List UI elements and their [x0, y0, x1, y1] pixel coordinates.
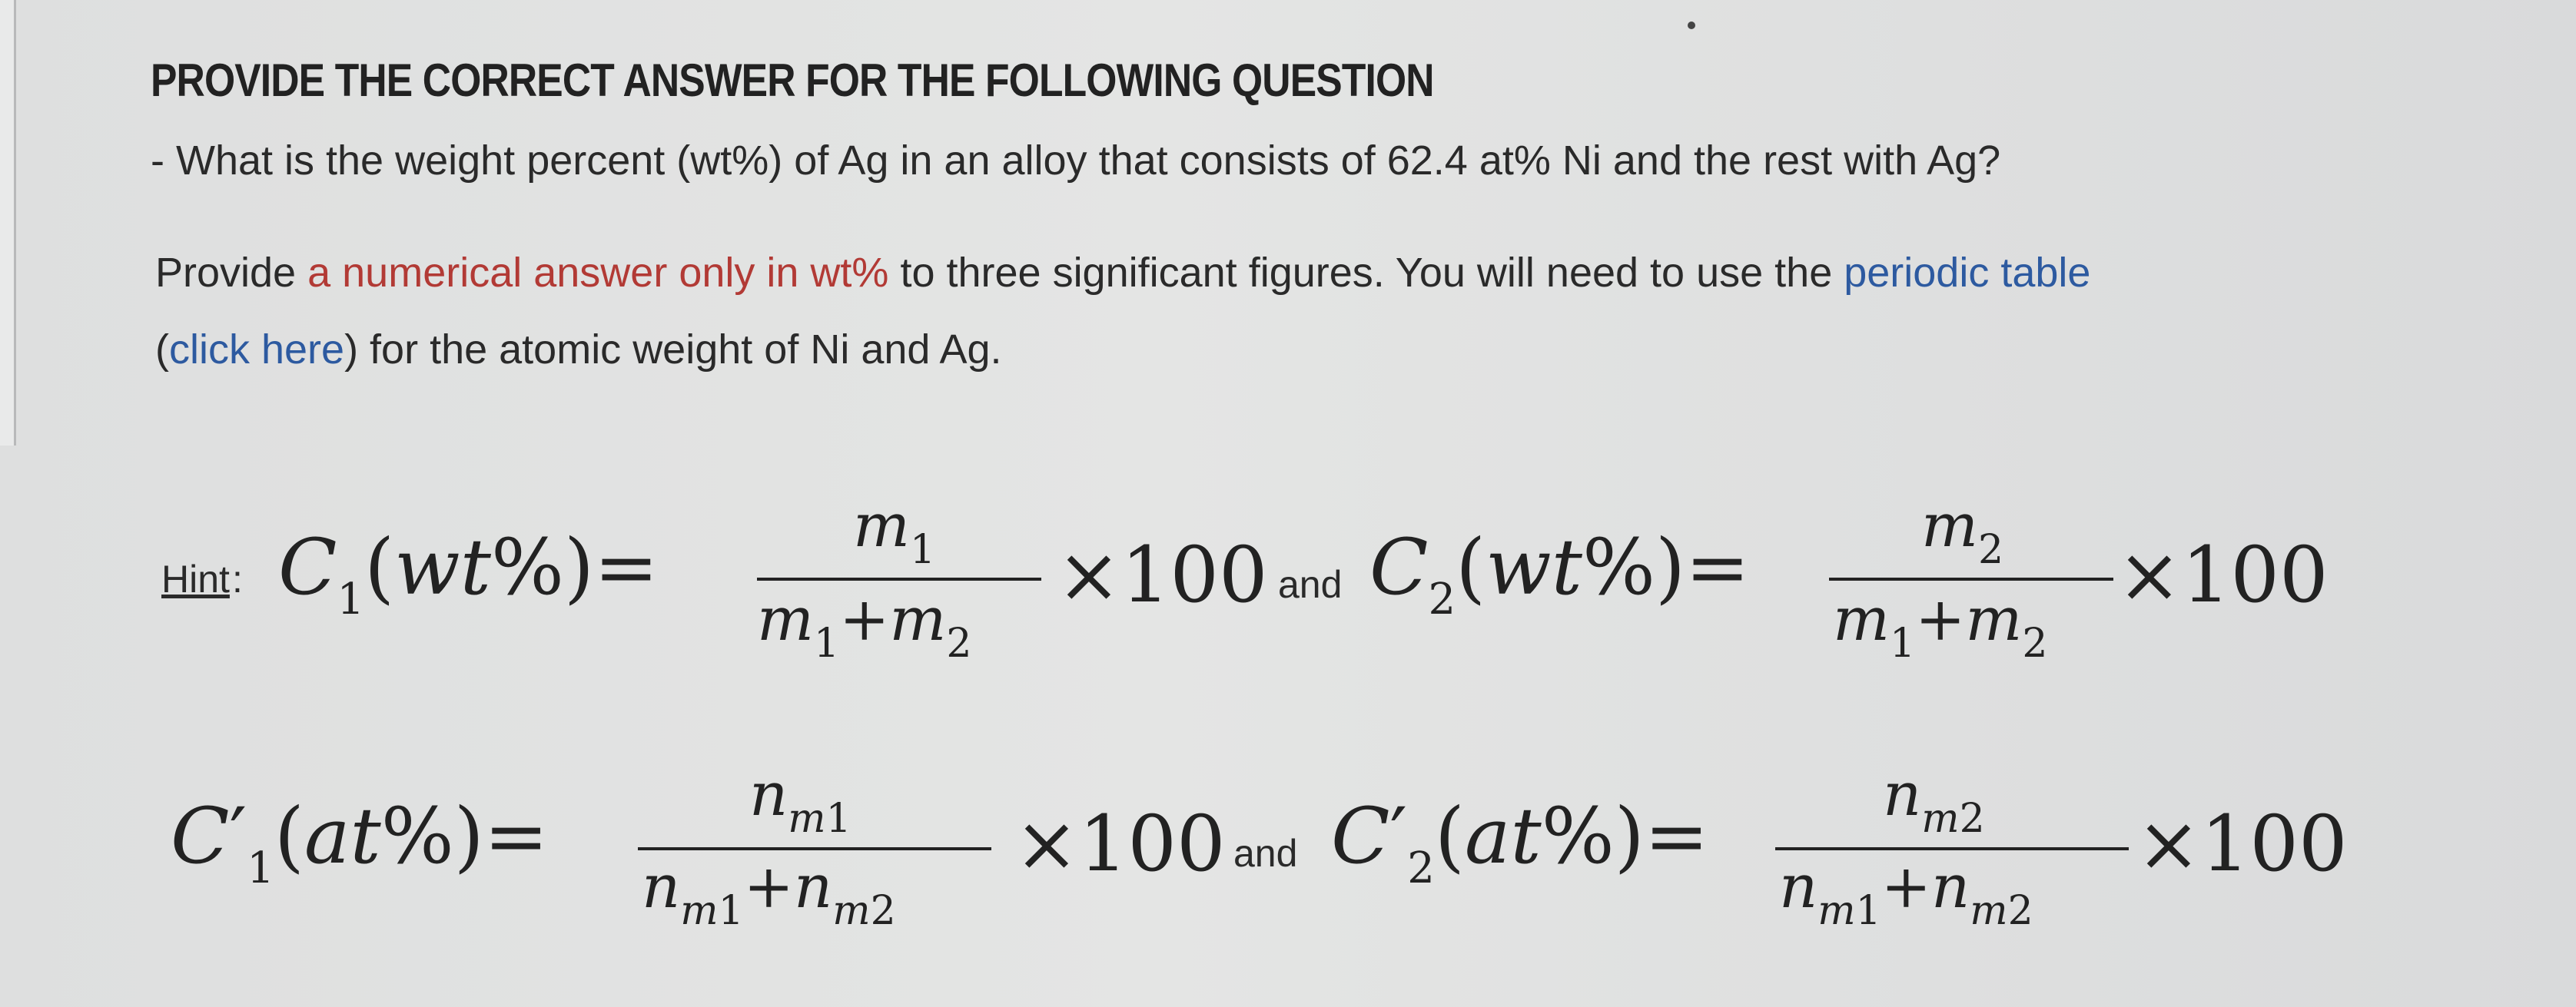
formula-c2-wt-lhs: $C_2(wt\%)=$ [1369, 522, 1750, 624]
formula-c2-at-lhs: $C'_2(at\%)=$ [1331, 791, 1709, 893]
formula-c2-wt-numerator: $m_2$ [1921, 492, 2004, 573]
times-100: ×100 [2136, 799, 2348, 889]
formula-c2-at-numerator: $n_{m2}$ [1883, 760, 1985, 842]
formula-c1-at-lhs: $C'_1(at\%)=$ [171, 791, 549, 893]
instructions-part2: to three significant figures. You will need to use the [888, 250, 1844, 296]
question-heading: PROVIDE THE CORRECT ANSWER FOR THE FOLLOWING QUESTION [151, 55, 1434, 106]
instructions [155, 234, 2476, 388]
fraction-bar [757, 578, 1041, 581]
fraction-bar [1775, 847, 2129, 850]
periodic-table-link[interactable]: periodic table [1844, 250, 2091, 296]
instructions-part4: ) for the atomic weight of Ni and Ag. [344, 326, 1002, 373]
answer-format-highlight: a numerical answer only in wt% [307, 250, 889, 296]
formula-c1-at-denominator: $n_{m1}+n_{m2}$ [642, 853, 896, 934]
times-100: ×100 [1014, 799, 1226, 889]
hint-colon: : [232, 558, 243, 601]
page-edge [0, 0, 16, 446]
instructions-part1: Provide [155, 250, 308, 296]
speck [1688, 22, 1695, 29]
formula-c2-at-denominator: $n_{m1}+n_{m2}$ [1779, 853, 2033, 934]
formula-c1-wt-lhs: $C_1(wt\%)=$ [278, 522, 659, 624]
formula-c1-wt-numerator: $m_1$ [853, 492, 936, 573]
click-here-link[interactable]: click here [168, 326, 345, 373]
formula-c1-at-numerator: $n_{m1}$ [749, 760, 851, 842]
question-text: - What is the weight percent (wt%) of Ag in an alloy that consists of 62.4 at% Ni and the rest with Ag? [151, 137, 2001, 184]
and-text: and [1233, 832, 1298, 875]
times-100: ×100 [2117, 530, 2329, 620]
fraction-bar [1829, 578, 2113, 581]
instructions-part3: ( [155, 326, 169, 373]
hint-label: Hint [161, 558, 230, 601]
times-100: ×100 [1057, 530, 1268, 620]
fraction-bar [638, 847, 991, 850]
formula-c2-wt-denominator: $m_1+m_2$ [1833, 585, 2048, 667]
and-text: and [1278, 563, 1343, 606]
formula-c1-wt-denominator: $m_1+m_2$ [757, 585, 972, 667]
